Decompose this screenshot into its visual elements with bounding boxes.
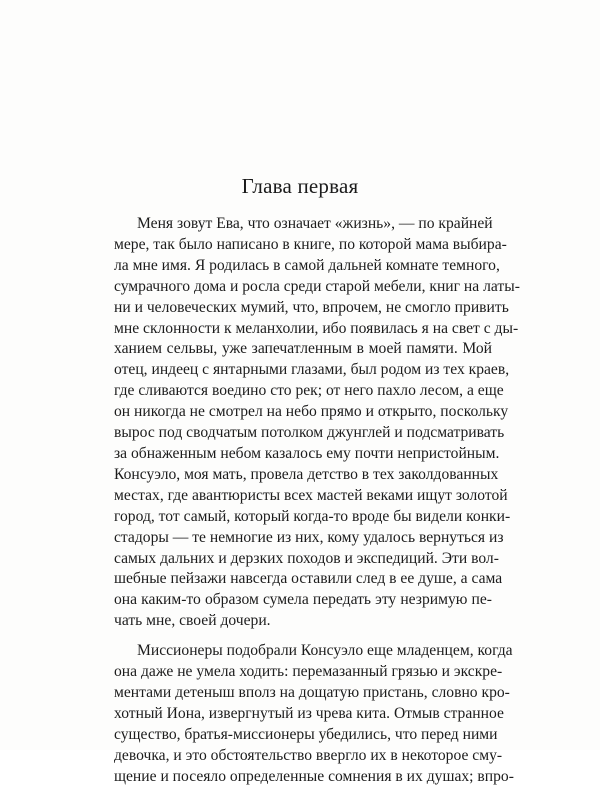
paragraph-1 — [114, 214, 520, 632]
text-line: за обнаженным небом казалось ему почти непристойным. — [114, 444, 500, 462]
text-line: щение и посеяло определенные сомнения в их душах; впро- — [114, 767, 514, 785]
text-line: Консуэло, моя мать, провела детство в тех заколдованных — [114, 465, 499, 483]
paragraph-2 — [114, 641, 514, 787]
text-line: хотный Иона, извергнутый из чрева кита. Отмыв странное — [114, 704, 504, 722]
body-text — [114, 214, 520, 787]
text-line: где сливаются воедино сто рек; от него пахло лесом, а еще — [114, 382, 504, 400]
text-line: город, тот самый, который когда-то вроде бы видели конки- — [114, 507, 511, 525]
text-line: девочка, и это обстоятельство ввергло их в некоторое сму- — [114, 746, 503, 764]
paragraph-gap — [114, 632, 492, 641]
text-line: она каким-то образом сумела передать эту незримую пе- — [114, 591, 492, 609]
text-line: шебные пейзажи навсегда оставили след в ее душе, а сама — [114, 570, 503, 588]
chapter-title: Глава первая — [241, 174, 359, 198]
text-line: мне склонности к меланхолии, ибо появилась я на свет с ды- — [114, 319, 519, 337]
text-line: сумрачного дома и росла среди старой мебели, книг на латы- — [114, 277, 520, 295]
text-line: ханием сельвы, уже запечатленным в моей памяти. Мой — [114, 340, 492, 358]
text-line: Миссионеры подобрали Консуэло еще младенцем, когда — [137, 642, 513, 660]
text-line: Меня зовут Ева, что означает «жизнь», — по крайней — [137, 215, 493, 232]
text-line: мере, так было написано в книге, по которой мама выбира- — [114, 235, 507, 253]
text-line: ни и человеческих мумий, что, впрочем, не смогло привить — [114, 298, 509, 316]
text-line: ментами детеныш вполз на дощатую пристань, словно кро- — [114, 683, 510, 701]
text-line: существо, братья-миссионеры убедились, что перед ними — [114, 725, 498, 743]
text-line: отец, индеец с янтарными глазами, был родом из тех краев, — [114, 361, 510, 379]
text-line: вырос под сводчатым потолком джунглей и подсматривать — [114, 424, 505, 442]
text-line: стадоры — те немногие из них, кому удалось вернуться из — [114, 528, 504, 546]
text-line: он никогда не смотрел на небо прямо и открыто, поскольку — [114, 403, 509, 421]
text-line: она даже не умела ходить: перемазанный грязью и экскре- — [114, 663, 503, 681]
text-line: местах, где авантюристы всех мастей веками ищут золотой — [114, 486, 508, 504]
text-line: чать мне, своей дочери. — [114, 612, 271, 630]
text-line: ла мне имя. Я родилась в самой дальней комнате темного, — [114, 256, 500, 274]
text-line: самых дальних и дерзких походов и экспедиций. Эти вол- — [114, 549, 499, 567]
